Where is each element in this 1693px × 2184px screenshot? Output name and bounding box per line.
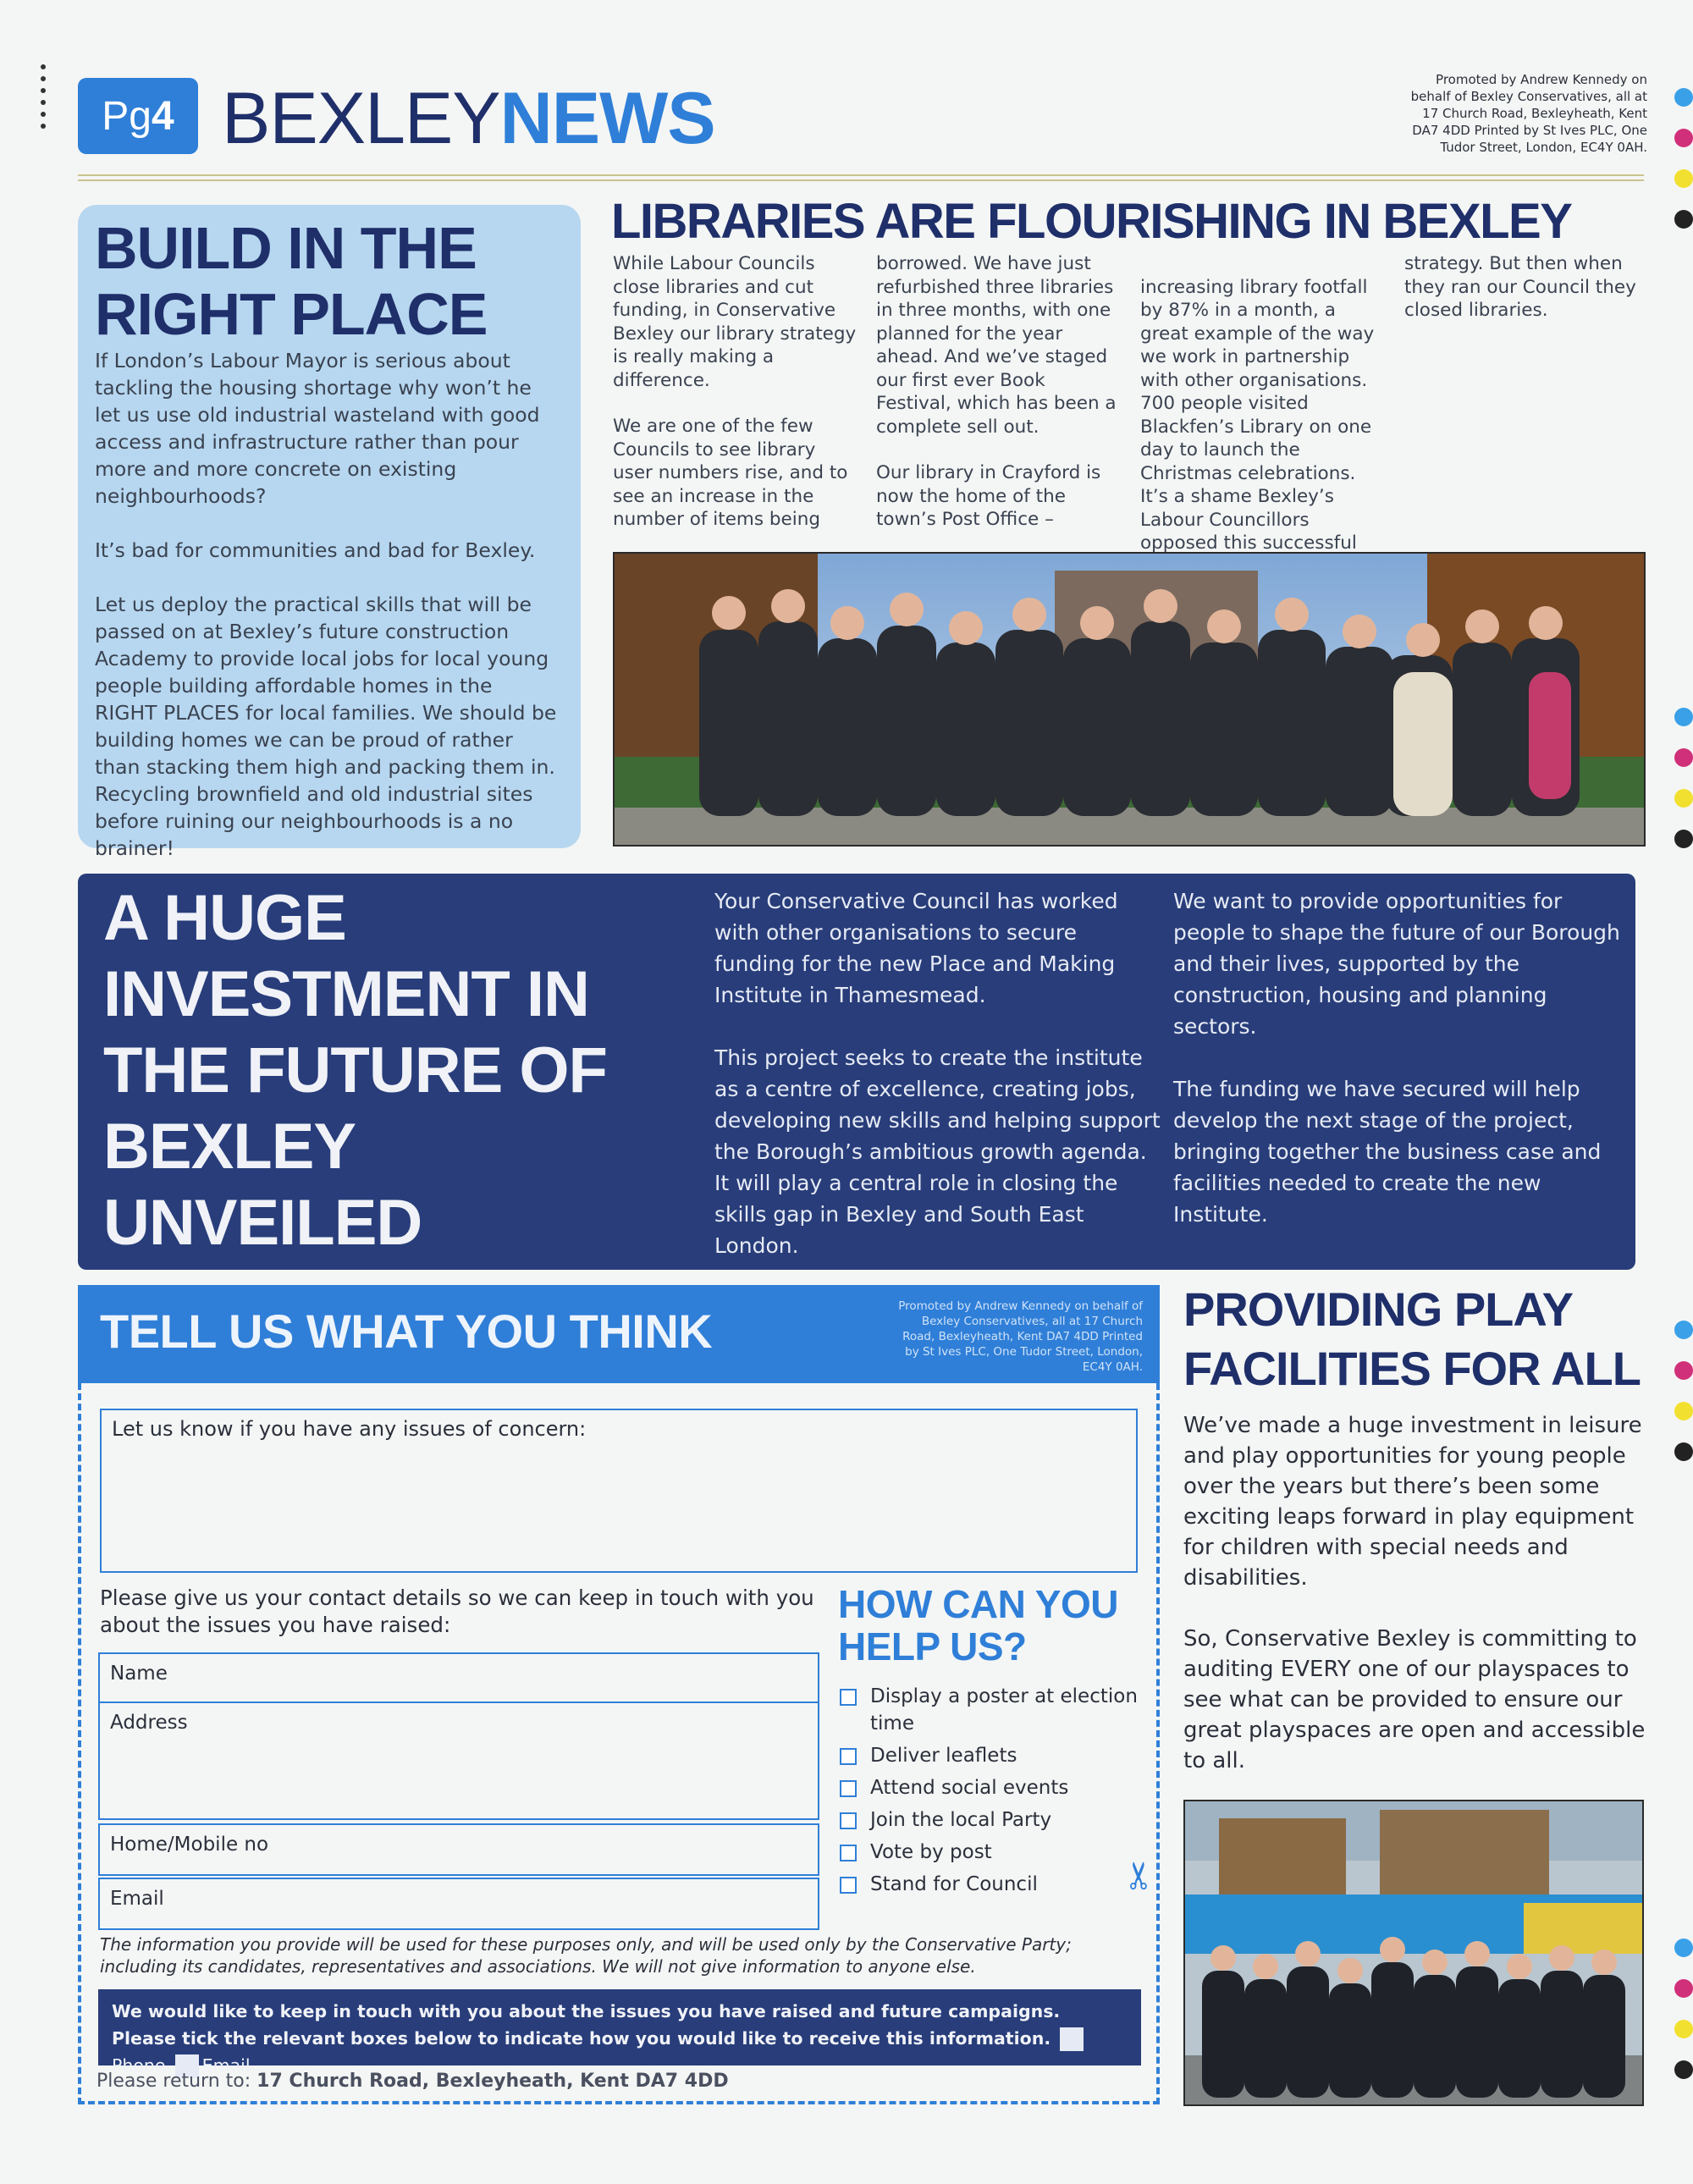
phone-checkbox[interactable] [1060,2027,1084,2051]
keep-in-touch-panel [98,1989,1141,2076]
help-headline: HOW CAN YOU HELP US? [838,1582,1118,1668]
play-paragraph: So, Conservative Bexley is committing to auditing EVERY one of our playspaces to see what can be provided to ensure our great playspaces are open and accessible to all. [1183,1626,1646,1773]
investment-column-1 [714,885,1163,1293]
libraries-paragraph: We are one of the few Councils to see library user numbers rise, and to see an increase in the number of items being [613,416,848,530]
investment-paragraph: This project seeks to create the institute as a centre of excellence, creating jobs, developing new skills and helping support the Borough’s ambitious growth agenda. It will play a central role in closing the skills gap in Bexley and South East London. [714,1045,1161,1258]
help-option[interactable] [838,1742,1143,1769]
build-paragraph: Let us deploy the practical skills that will be passed on at Bexley’s future construction Academy to provide local jobs for local young people building affordable homes in the RIGHT PLACES for local families. We should be building homes we can be proud of rather than stacking them high and packing them in. Recycling brownfield and old industrial sites before ruining our neighbourhoods is a no brainer! [95,593,557,860]
investment-column-2 [1173,885,1622,1261]
play-paragraph: We’ve made a huge investment in leisure and play opportunities for young people over the years but there’s been some exciting leaps forward in play equipment for children with special needs and disabilities. [1183,1413,1642,1591]
masthead-light: BEXLEY [222,78,500,159]
email-field-label: Email [110,1888,164,1910]
contact-intro: Please give us your contact details so we can keep in touch with you about the issues you have raised: [100,1586,814,1637]
build-headline: BUILD IN THE RIGHT PLACE [95,215,488,347]
help-checkbox[interactable] [840,1877,857,1894]
phone-field[interactable] [98,1823,819,1876]
help-option[interactable] [838,1839,1143,1866]
help-option[interactable] [838,1774,1143,1801]
return-address: 17 Church Road, Bexleyheath, Kent DA7 4DD [256,2071,729,2092]
help-checkbox[interactable] [840,1689,857,1706]
form-imprint: Promoted by Andrew Kennedy on behalf of Bexley Conservatives, all at 17 Church Road, Bexleyheath, Kent DA7 4DD Printed by St Ives PLC, One Tudor Street, London, EC4Y 0AH. [898,1299,1143,1374]
help-option[interactable] [838,1871,1143,1898]
build-article-body [95,347,559,889]
libraries-paragraph: While Labour Councils close libraries and cut funding, in Conservative Bexley our library strategy is really making a difference. [613,253,857,391]
header-rule-2 [78,179,1644,181]
help-option-label: Deliver leaflets [870,1745,1017,1767]
libraries-column-2 [876,252,1122,554]
libraries-column-1 [613,252,858,554]
header-rule [78,174,1644,176]
libraries-headline: LIBRARIES ARE FLOURISHING IN BEXLEY [611,194,1572,249]
email-field[interactable] [98,1878,819,1930]
help-option-label: Display a poster at election time [870,1685,1138,1735]
help-option-label: Attend social events [870,1777,1069,1799]
libraries-paragraph: borrowed. We have just refurbished three libraries in three months, with one planned for the year ahead. And we’ve staged our first ever Book Festival, which has been a complete sell out. [876,253,1117,438]
phone-option-label: Phone [112,2055,166,2076]
page-badge-prefix: Pg [102,93,152,139]
return-label: Please return to: [97,2071,251,2092]
data-disclaimer: The information you provide will be used for these purposes only, and will be used only by the Conservative Party; including its candidates, representatives and associations. We will not give information to anyone else. [100,1934,1072,1977]
help-checkbox[interactable] [840,1812,857,1829]
investment-paragraph: The funding we have secured will help develop the next stage of the project, bringing together the business case and facilities needed to create the new Institute. [1173,1077,1602,1227]
name-field-label: Name [110,1663,168,1685]
address-field[interactable] [98,1701,819,1820]
help-checkbox[interactable] [840,1780,857,1797]
help-option-label: Join the local Party [870,1809,1052,1831]
concern-label: Let us know if you have any issues of concern: [112,1417,587,1441]
help-checkbox[interactable] [840,1748,857,1765]
help-checkbox[interactable] [840,1845,857,1861]
libraries-paragraph: Our library in Crayford is now the home of the town’s Post Office – [876,462,1101,530]
libraries-column-4 [1404,252,1650,345]
masthead [222,76,715,161]
page-badge-number: 4 [152,93,174,139]
investment-headline: A HUGE INVESTMENT IN THE FUTURE OF BEXLEY UNVEILED [103,882,607,1259]
help-option[interactable] [838,1806,1143,1834]
return-address-line [97,2069,729,2094]
libraries-column-3 [1140,252,1386,601]
crop-marks [41,64,47,135]
email-option-label: Email [201,2055,251,2076]
scissors-icon: ✂ [1117,1860,1161,1891]
help-option-label: Stand for Council [870,1873,1038,1895]
page-number-badge [78,78,198,154]
playground-group-photo [1183,1800,1644,2106]
help-option-label: Vote by post [870,1841,992,1863]
form-headline: TELL US WHAT YOU THINK [100,1304,713,1358]
play-article-body [1183,1410,1649,1806]
masthead-bold: NEWS [499,78,715,159]
phone-field-label: Home/Mobile no [110,1834,269,1856]
keep-in-touch-text: We would like to keep in touch with you about the issues you have raised and future campaigns. Please tick the relevant boxes below to indicate how you would like to receive this information. [112,2001,1061,2049]
build-paragraph: If London’s Labour Mayor is serious about tackling the housing shortage why won’t he let us use old industrial wasteland with good access and infrastructure rather than pour more and more concrete on existing neighbourhoods? [95,349,540,508]
imprint-top: Promoted by Andrew Kennedy on behalf of Bexley Conservatives, all at 17 Church Road, Bexleyheath, Kent DA7 4DD Printed by St Ives PLC, One Tudor Street, London, EC4Y 0AH. [1410,72,1647,155]
help-options-list [838,1683,1143,1903]
libraries-group-photo [613,552,1646,847]
libraries-paragraph: increasing library footfall by 87% in a month, a great example of the way we work in partnership with other organisations. 700 people visited Blackfen’s Library on one day to launch the Christmas celebrations. It’s a shame Bexley’s Labour Councillors opposed this successful [1140,276,1375,554]
build-paragraph: It’s bad for communities and bad for Bexley. [95,538,536,562]
name-field[interactable] [98,1652,819,1703]
investment-paragraph: We want to provide opportunities for people to shape the future of our Borough and their lives, supported by the construction, housing and planning sectors. [1173,889,1620,1039]
libraries-paragraph: strategy. But then when they ran our Council they closed libraries. [1404,253,1636,321]
investment-paragraph: Your Conservative Council has worked with other organisations to secure funding for the new Place and Making Institute in Thamesmead. [714,889,1118,1007]
help-option[interactable] [838,1683,1143,1737]
play-headline: PROVIDING PLAY FACILITIES FOR ALL [1183,1282,1641,1395]
address-field-label: Address [110,1712,188,1734]
